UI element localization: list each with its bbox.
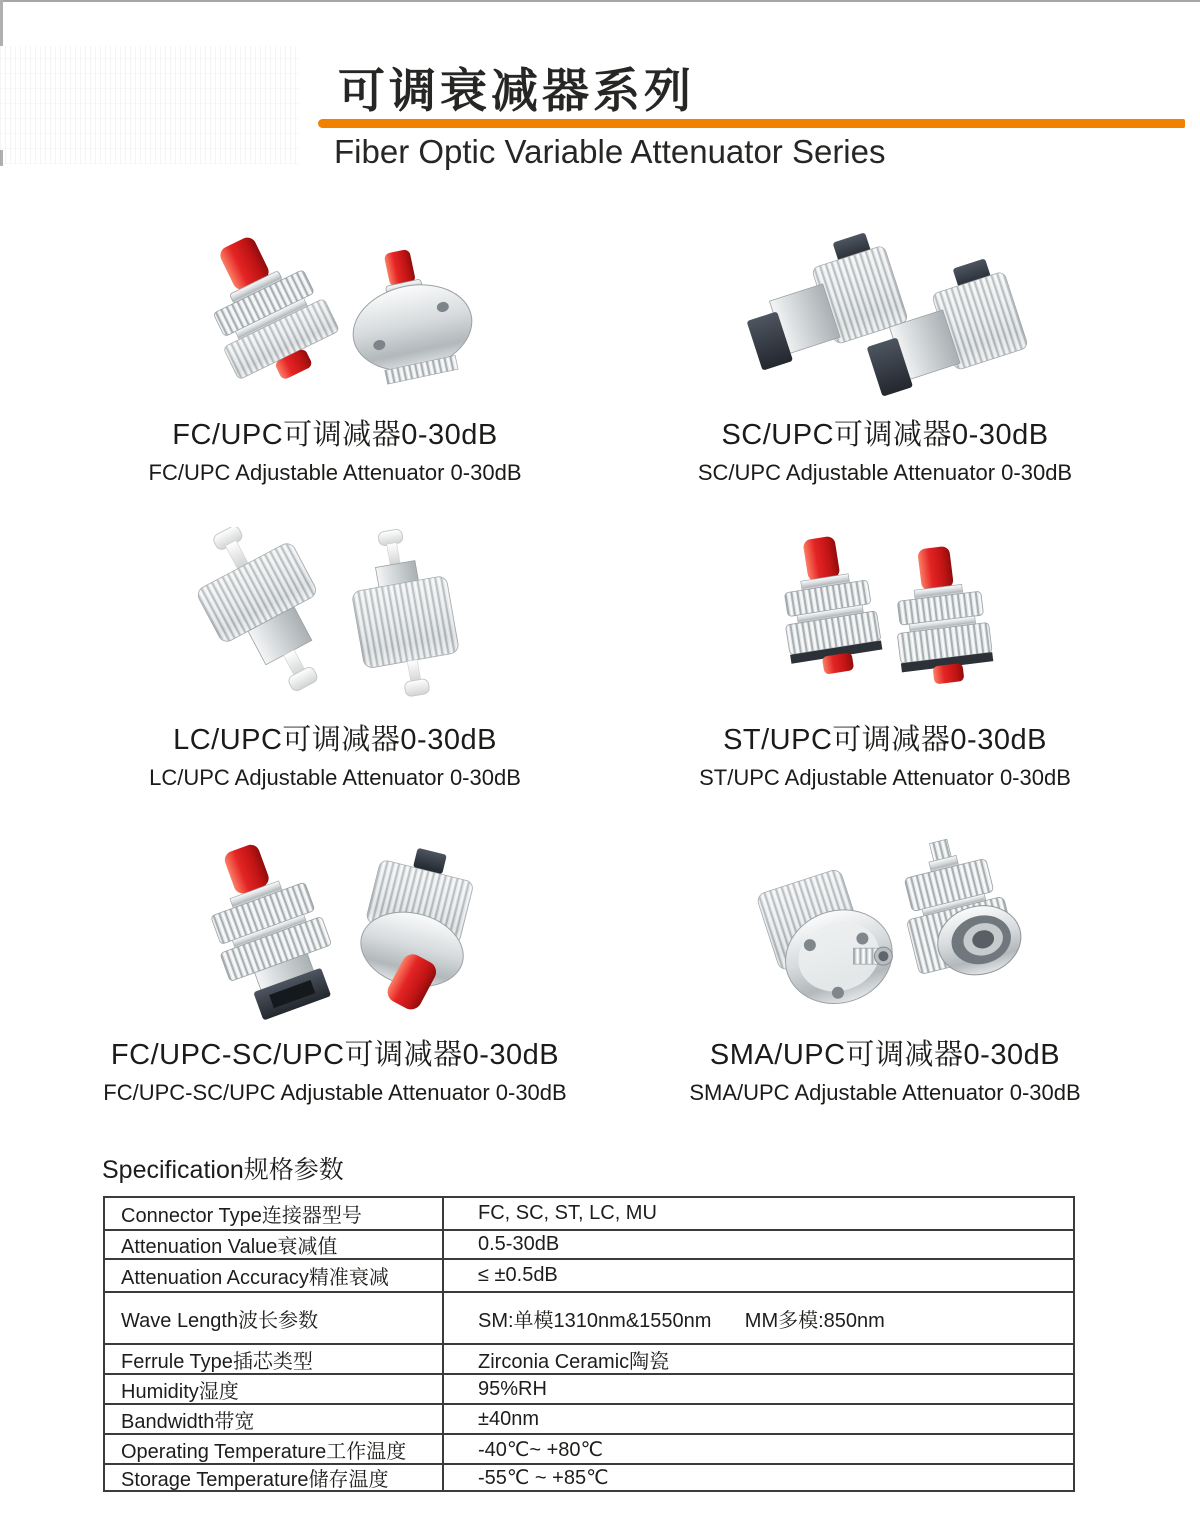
product-title-en: ST/UPC Adjustable Attenuator 0-30dB: [699, 765, 1071, 790]
spec-row-label: Ferrule Type插芯类型: [105, 1345, 442, 1375]
product-title-en: FC/UPC Adjustable Attenuator 0-30dB: [148, 460, 522, 485]
product-photo-lc-upc-attenuator: [185, 527, 485, 717]
product-card-fcupc-scupc: [95, 837, 575, 1106]
product-card-lc-upc: [115, 527, 555, 791]
spec-row-value: -55℃ ~ +85℃: [442, 1465, 1073, 1490]
spec-row-value: 0.5-30dB: [442, 1231, 1073, 1260]
product-title-en: FC/UPC-SC/UPC Adjustable Attenuator 0-30dB: [103, 1080, 567, 1105]
page-title-cn: 可调衰减器系列: [338, 64, 695, 117]
product-card-st-upc: [665, 527, 1105, 791]
spec-row-value: FC, SC, ST, LC, MU: [442, 1198, 1073, 1231]
spec-row-value: ±40nm: [442, 1405, 1073, 1435]
specification-table: [103, 1196, 1075, 1492]
spec-row-label: Humidity湿度: [105, 1375, 442, 1405]
specification-heading: Specification规格参数: [102, 1156, 344, 1184]
page-top-border: [0, 0, 1200, 2]
spec-row-value: Zirconia Ceramic陶瓷: [442, 1345, 1073, 1375]
spec-row-label: Attenuation Accuracy精准衰减: [105, 1260, 442, 1293]
product-title-cn: LC/UPC可调减器0-30dB: [173, 724, 497, 756]
accent-underline: [318, 119, 1185, 128]
spec-row-value: SM:单模1310nm&1550nm MM多模:850nm: [442, 1293, 1073, 1345]
product-title-cn: SC/UPC可调减器0-30dB: [721, 419, 1049, 451]
product-photo-st-upc-attenuator: [735, 527, 1035, 717]
product-card-fc-upc: [115, 222, 555, 486]
product-photo-fcupc-scupc-attenuator: [175, 837, 495, 1032]
spec-row-label: Wave Length波长参数: [105, 1293, 442, 1345]
product-title-cn: SMA/UPC可调减器0-30dB: [709, 1039, 1061, 1071]
spec-row-label: Attenuation Value衰减值: [105, 1231, 442, 1260]
product-title-cn: FC/UPC可调减器0-30dB: [172, 419, 498, 451]
page-edge-mark: [0, 0, 3, 46]
product-card-sc-upc: [665, 222, 1105, 486]
page-title-en: Fiber Optic Variable Attenuator Series: [334, 133, 886, 170]
product-card-sma-upc: [665, 837, 1105, 1106]
product-title-en: SC/UPC Adjustable Attenuator 0-30dB: [697, 460, 1073, 485]
spec-row-label: Bandwidth带宽: [105, 1405, 442, 1435]
product-photo-sma-upc-attenuator: [735, 837, 1035, 1032]
print-texture-watermark: [0, 46, 300, 164]
spec-row-value: -40℃~ +80℃: [442, 1435, 1073, 1465]
product-title-cn: ST/UPC可调减器0-30dB: [723, 724, 1047, 756]
spec-row-value: ≤ ±0.5dB: [442, 1260, 1073, 1293]
product-title-en: SMA/UPC Adjustable Attenuator 0-30dB: [689, 1080, 1081, 1105]
spec-row-label: Storage Temperature储存温度: [121, 1469, 389, 1490]
spec-row-label: Operating Temperature工作温度: [105, 1435, 442, 1465]
spec-row-value: 95%RH: [442, 1375, 1073, 1405]
product-photo-fc-upc-attenuator: [185, 222, 485, 412]
product-title-en: LC/UPC Adjustable Attenuator 0-30dB: [149, 765, 521, 790]
product-title-cn: FC/UPC-SC/UPC可调减器0-30dB: [110, 1039, 560, 1071]
spec-row-label: Connector Type连接器型号: [105, 1198, 442, 1231]
product-photo-sc-upc-attenuator: [735, 222, 1035, 412]
